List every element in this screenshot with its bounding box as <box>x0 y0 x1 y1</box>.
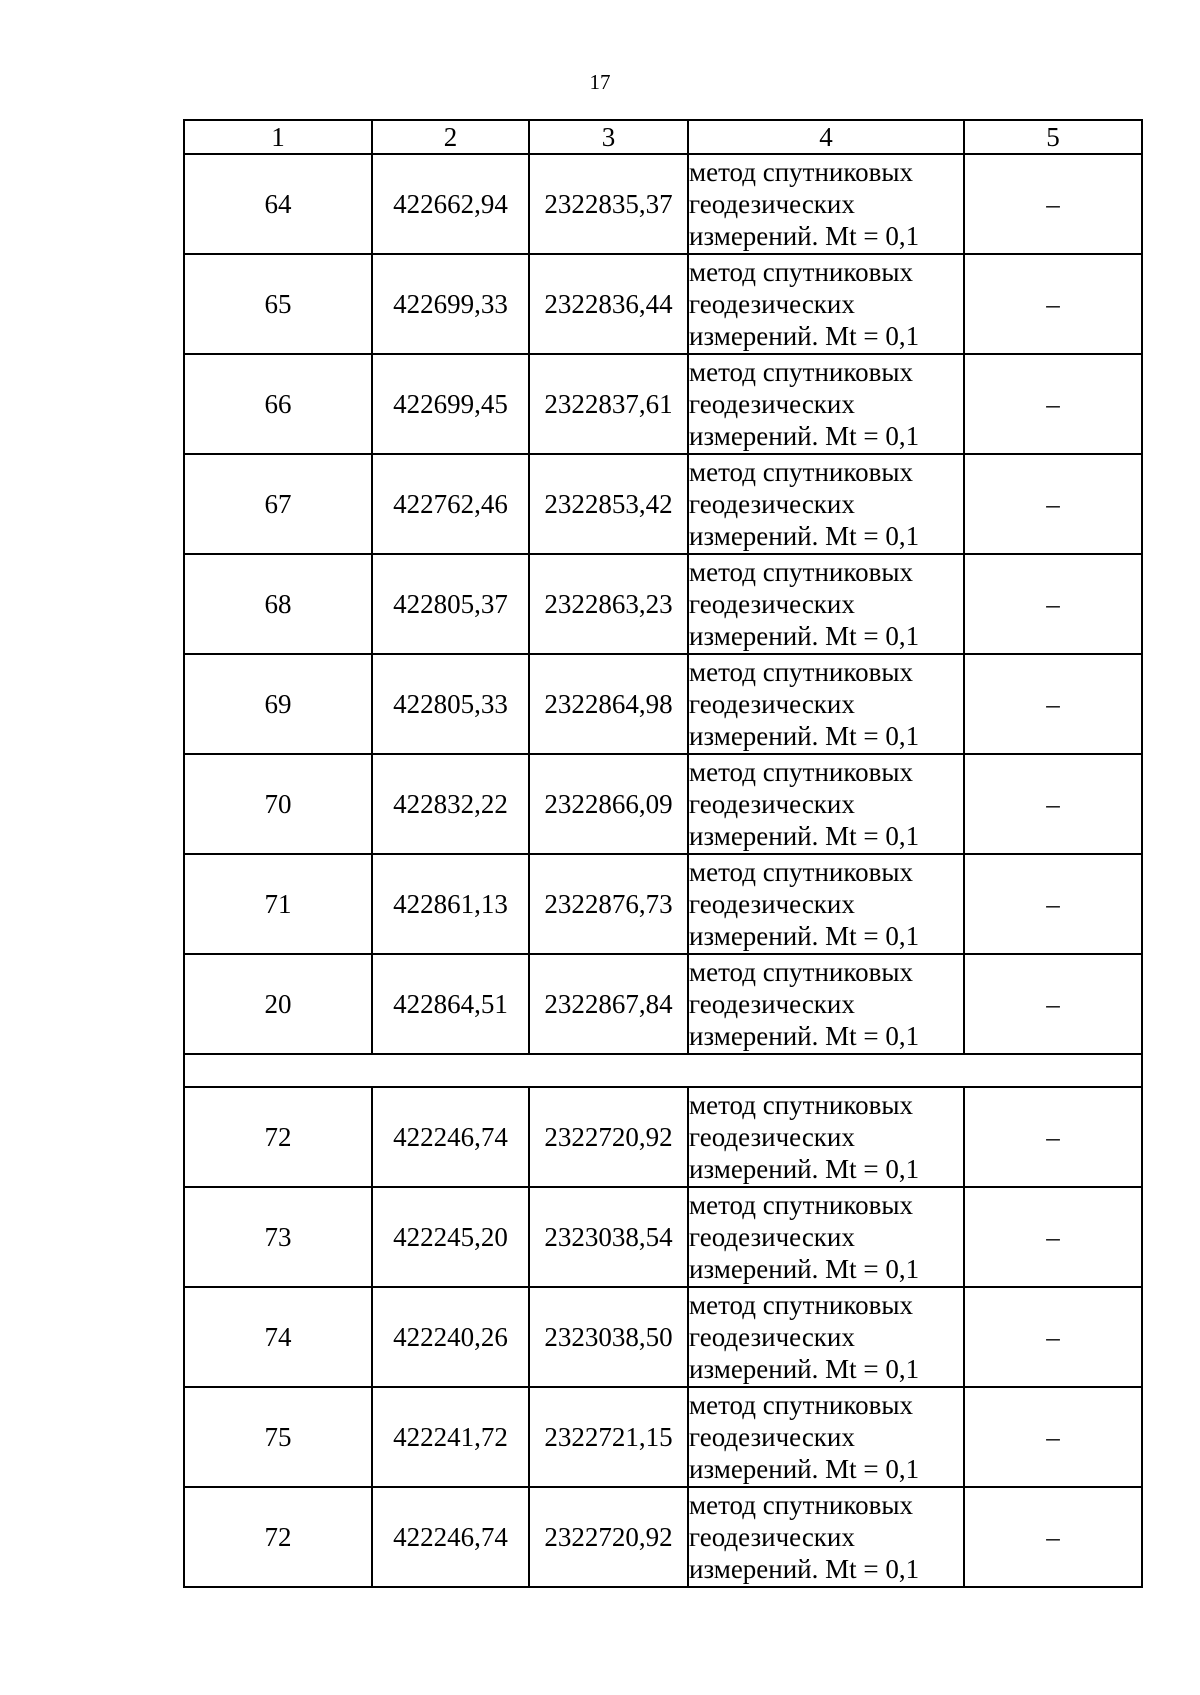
x-coordinate-cell: 422864,51 <box>372 954 529 1054</box>
column-header-5: 5 <box>964 120 1142 154</box>
method-line: измерений. Mt = 0,1 <box>689 1021 920 1051</box>
y-coordinate-cell: 2322721,15 <box>529 1387 688 1487</box>
method-line: измерений. Mt = 0,1 <box>689 421 920 451</box>
method-line: измерений. Mt = 0,1 <box>689 1254 920 1284</box>
method-line: измерений. Mt = 0,1 <box>689 1154 920 1184</box>
method-line: измерений. Mt = 0,1 <box>689 1554 920 1584</box>
method-line: метод спутниковых <box>689 1390 913 1420</box>
x-coordinate-cell: 422861,13 <box>372 854 529 954</box>
column-header-4: 4 <box>688 120 964 154</box>
method-cell <box>688 1487 964 1587</box>
note-cell: – <box>964 854 1142 954</box>
y-coordinate-cell: 2323038,54 <box>529 1187 688 1287</box>
method-cell <box>688 154 964 254</box>
method-line: геодезических <box>689 1322 855 1352</box>
table-row <box>184 1187 1142 1287</box>
x-coordinate-cell: 422832,22 <box>372 754 529 854</box>
method-line: измерений. Mt = 0,1 <box>689 921 920 951</box>
method-line: метод спутниковых <box>689 157 913 187</box>
method-line: геодезических <box>689 1522 855 1552</box>
method-line: измерений. Mt = 0,1 <box>689 321 920 351</box>
note-cell: – <box>964 654 1142 754</box>
x-coordinate-cell: 422662,94 <box>372 154 529 254</box>
table-row <box>184 1487 1142 1587</box>
table-row <box>184 854 1142 954</box>
method-line: метод спутниковых <box>689 1290 913 1320</box>
table-row <box>184 1087 1142 1187</box>
x-coordinate-cell: 422246,74 <box>372 1487 529 1587</box>
method-line: геодезических <box>689 989 855 1019</box>
note-cell: – <box>964 754 1142 854</box>
method-line: измерений. Mt = 0,1 <box>689 221 920 251</box>
column-header-1: 1 <box>184 120 372 154</box>
note-cell: – <box>964 1187 1142 1287</box>
note-cell: – <box>964 454 1142 554</box>
method-line: метод спутниковых <box>689 757 913 787</box>
method-line: метод спутниковых <box>689 557 913 587</box>
y-coordinate-cell: 2322864,98 <box>529 654 688 754</box>
method-line: геодезических <box>689 1122 855 1152</box>
method-cell <box>688 1187 964 1287</box>
method-line: метод спутниковых <box>689 657 913 687</box>
table-row <box>184 1387 1142 1487</box>
note-cell: – <box>964 154 1142 254</box>
method-line: метод спутниковых <box>689 1490 913 1520</box>
y-coordinate-cell: 2322836,44 <box>529 254 688 354</box>
method-line: геодезических <box>689 289 855 319</box>
note-cell: – <box>964 554 1142 654</box>
point-number-cell: 72 <box>184 1087 372 1187</box>
y-coordinate-cell: 2322853,42 <box>529 454 688 554</box>
y-coordinate-cell: 2322835,37 <box>529 154 688 254</box>
table-row <box>184 954 1142 1054</box>
column-header-2: 2 <box>372 120 529 154</box>
x-coordinate-cell: 422805,33 <box>372 654 529 754</box>
note-cell: – <box>964 354 1142 454</box>
method-line: метод спутниковых <box>689 1090 913 1120</box>
point-number-cell: 75 <box>184 1387 372 1487</box>
note-cell: – <box>964 954 1142 1054</box>
method-cell <box>688 954 964 1054</box>
page-number: 17 <box>589 70 611 94</box>
method-line: геодезических <box>689 789 855 819</box>
method-line: геодезических <box>689 1422 855 1452</box>
method-line: метод спутниковых <box>689 957 913 987</box>
method-line: измерений. Mt = 0,1 <box>689 1454 920 1484</box>
point-number-cell: 70 <box>184 754 372 854</box>
y-coordinate-cell: 2322863,23 <box>529 554 688 654</box>
note-cell: – <box>964 1087 1142 1187</box>
point-number-cell: 67 <box>184 454 372 554</box>
point-number-cell: 66 <box>184 354 372 454</box>
y-coordinate-cell: 2322867,84 <box>529 954 688 1054</box>
note-cell: – <box>964 1387 1142 1487</box>
method-cell <box>688 654 964 754</box>
method-cell <box>688 754 964 854</box>
y-coordinate-cell: 2323038,50 <box>529 1287 688 1387</box>
method-line: метод спутниковых <box>689 1190 913 1220</box>
method-line: геодезических <box>689 689 855 719</box>
table-row <box>184 454 1142 554</box>
x-coordinate-cell: 422240,26 <box>372 1287 529 1387</box>
method-line: измерений. Mt = 0,1 <box>689 721 920 751</box>
note-cell: – <box>964 254 1142 354</box>
x-coordinate-cell: 422699,45 <box>372 354 529 454</box>
table-row <box>184 754 1142 854</box>
table-row <box>184 654 1142 754</box>
method-line: измерений. Mt = 0,1 <box>689 821 920 851</box>
method-line: метод спутниковых <box>689 857 913 887</box>
section-separator-row <box>184 1054 1142 1087</box>
x-coordinate-cell: 422245,20 <box>372 1187 529 1287</box>
method-line: метод спутниковых <box>689 357 913 387</box>
table-row <box>184 154 1142 254</box>
method-line: геодезических <box>689 189 855 219</box>
section-separator-cell <box>184 1054 1142 1087</box>
x-coordinate-cell: 422762,46 <box>372 454 529 554</box>
point-number-cell: 72 <box>184 1487 372 1587</box>
y-coordinate-cell: 2322720,92 <box>529 1087 688 1187</box>
point-number-cell: 65 <box>184 254 372 354</box>
point-number-cell: 73 <box>184 1187 372 1287</box>
note-cell: – <box>964 1487 1142 1587</box>
point-number-cell: 68 <box>184 554 372 654</box>
method-cell <box>688 454 964 554</box>
point-number-cell: 20 <box>184 954 372 1054</box>
point-number-cell: 74 <box>184 1287 372 1387</box>
method-line: геодезических <box>689 1222 855 1252</box>
method-line: измерений. Mt = 0,1 <box>689 1354 920 1384</box>
x-coordinate-cell: 422699,33 <box>372 254 529 354</box>
coordinates-table <box>183 119 1143 1588</box>
table-row <box>184 254 1142 354</box>
method-line: измерений. Mt = 0,1 <box>689 521 920 551</box>
column-number-row <box>184 120 1142 154</box>
method-cell <box>688 554 964 654</box>
method-line: метод спутниковых <box>689 457 913 487</box>
table-row <box>184 554 1142 654</box>
method-cell <box>688 1087 964 1187</box>
method-cell <box>688 1387 964 1487</box>
y-coordinate-cell: 2322866,09 <box>529 754 688 854</box>
point-number-cell: 69 <box>184 654 372 754</box>
method-cell <box>688 254 964 354</box>
column-header-3: 3 <box>529 120 688 154</box>
x-coordinate-cell: 422246,74 <box>372 1087 529 1187</box>
point-number-cell: 64 <box>184 154 372 254</box>
y-coordinate-cell: 2322720,92 <box>529 1487 688 1587</box>
method-line: геодезических <box>689 889 855 919</box>
x-coordinate-cell: 422805,37 <box>372 554 529 654</box>
note-cell: – <box>964 1287 1142 1387</box>
method-line: метод спутниковых <box>689 257 913 287</box>
method-cell <box>688 854 964 954</box>
point-number-cell: 71 <box>184 854 372 954</box>
table-row <box>184 354 1142 454</box>
table-row <box>184 1287 1142 1387</box>
x-coordinate-cell: 422241,72 <box>372 1387 529 1487</box>
method-line: измерений. Mt = 0,1 <box>689 621 920 651</box>
method-cell <box>688 354 964 454</box>
table-body <box>184 120 1142 1587</box>
method-line: геодезических <box>689 589 855 619</box>
method-line: геодезических <box>689 389 855 419</box>
method-line: геодезических <box>689 489 855 519</box>
method-cell <box>688 1287 964 1387</box>
y-coordinate-cell: 2322876,73 <box>529 854 688 954</box>
y-coordinate-cell: 2322837,61 <box>529 354 688 454</box>
